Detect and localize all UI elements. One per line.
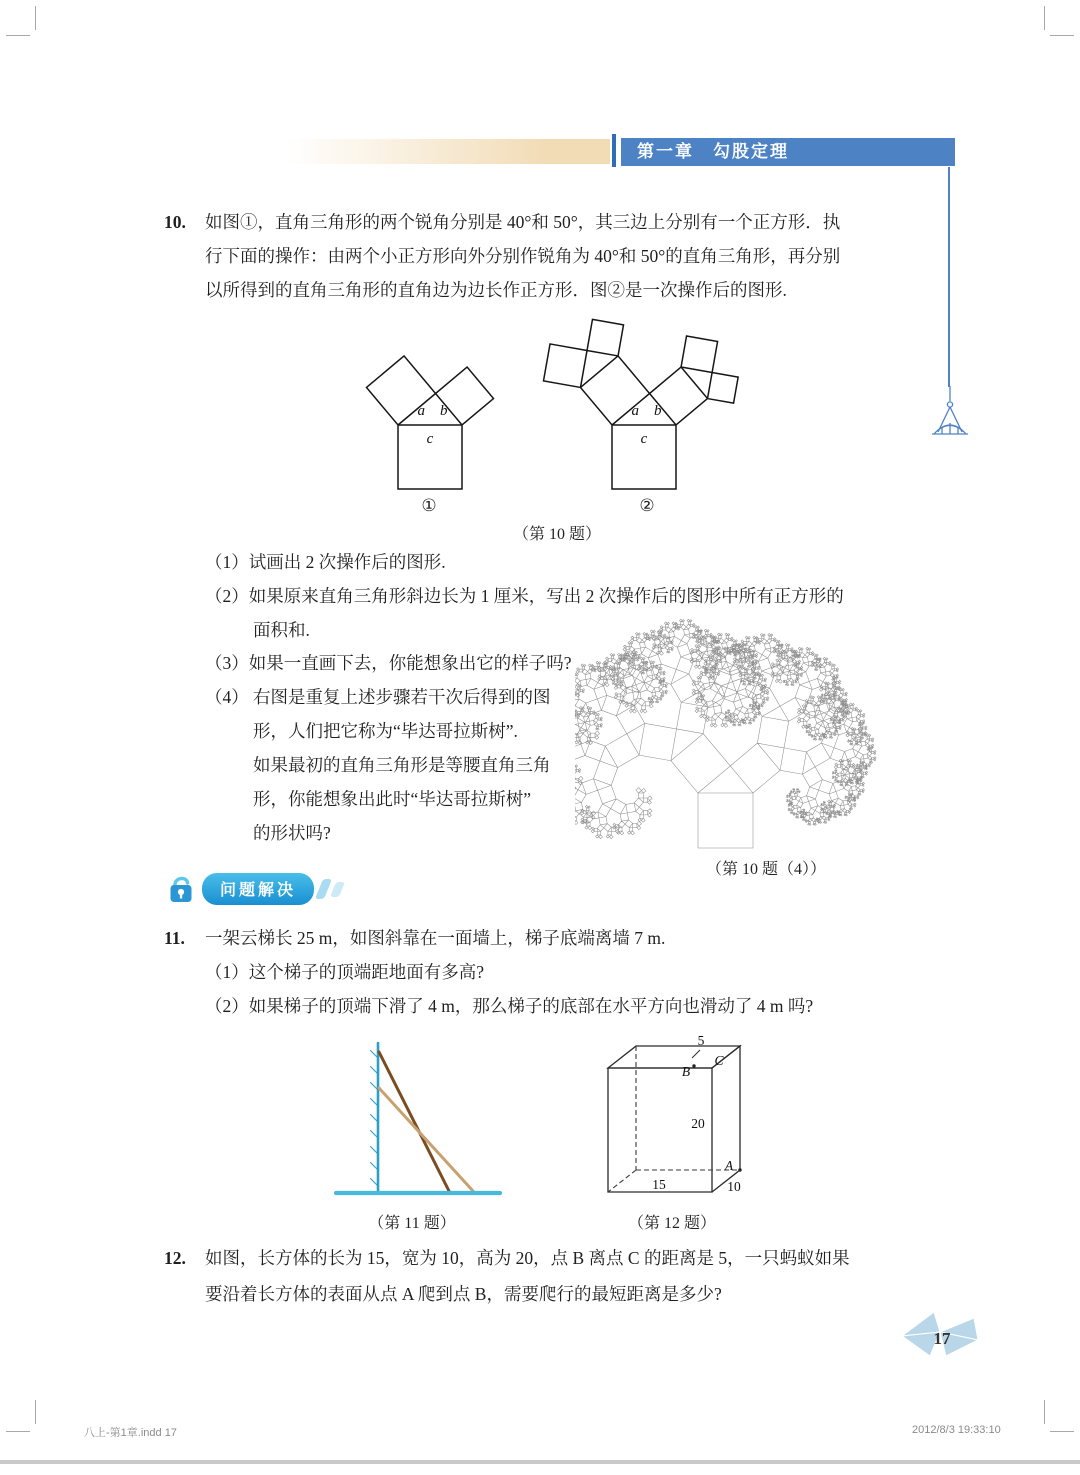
crop-mark [35, 1400, 36, 1424]
problem11-sub2: （2）如果梯子的顶端下滑了 4 m，那么梯子的底部在水平方向也滑动了 4 m 吗? [205, 996, 814, 1016]
box-label-15: 15 [652, 1177, 666, 1192]
box-label-B: B [681, 1064, 691, 1079]
problem10-sub4-line: 形，人们把它称为“毕达哥拉斯树”. [253, 721, 518, 741]
page-number: 17 [933, 1329, 951, 1348]
problem10-sub4-line: 如果最初的直角三角形是等腰直角三角 [253, 755, 551, 775]
segment-5-tick [692, 1050, 700, 1058]
tree-caption: （第 10 题（4）） [705, 861, 826, 878]
problem10-line: 如图①，直角三角形的两个锐角分别是 40°和 50°，其三边上分别有一个正方形．执 [205, 212, 841, 232]
crop-mark [1044, 1400, 1045, 1424]
crop-mark [6, 1431, 30, 1432]
pythagoras-tree-drawing [575, 619, 876, 848]
crop-mark [6, 35, 30, 36]
header-separator [612, 134, 616, 167]
compass-icon [927, 386, 973, 438]
problem10-sub3: （3）如果一直画下去，你能想象出它的样子吗? [205, 653, 572, 673]
box-label-20: 20 [691, 1116, 705, 1131]
bottom-trim-bar [0, 1460, 1080, 1464]
figure12-caption: （第 12 题） [627, 1215, 716, 1232]
figure1-mark: ① [421, 496, 437, 515]
problem12-number: 12. [164, 1248, 186, 1268]
box-label-5: 5 [697, 1033, 705, 1048]
side-b-label: b [653, 402, 662, 419]
problem11-number: 11. [164, 928, 185, 948]
crop-mark [1050, 35, 1074, 36]
problem10-sub2: （2）如果原来直角三角形斜边长为 1 厘米，写出 2 次操作后的图形中所有正方形的 [205, 586, 844, 606]
pythagoras-tree-figure [575, 596, 930, 854]
problem11-12-figures [320, 1030, 780, 1215]
ladder-position2-line [379, 1088, 473, 1191]
problem10-line: 以所得到的直角三角形的直角边为边长作正方形．图②是一次操作后的图形. [205, 280, 787, 300]
box-label-C: C [714, 1053, 724, 1068]
figure2-mark: ② [639, 496, 655, 515]
pythagoras-figures [340, 300, 770, 520]
problem10-sub2-cont: 面积和. [253, 620, 310, 640]
side-a-label: a [417, 402, 426, 419]
ladder-position1-line [379, 1052, 449, 1191]
lock-icon [166, 873, 196, 905]
figure2-drawing [544, 319, 739, 489]
box-label-10: 10 [727, 1179, 741, 1194]
side-c-label: c [426, 431, 434, 447]
section-badge-label: 问题解决 [202, 873, 314, 905]
header-gradient-bar [287, 139, 610, 164]
side-c-label: c [640, 431, 648, 447]
crop-mark [1050, 1431, 1074, 1432]
problem12-line: 如图，长方体的长为 15，宽为 10，高为 20，点 B 离点 C 的距离是 5，一只蚂蚁如果 [205, 1248, 850, 1268]
crop-mark [1044, 6, 1045, 30]
crop-mark [35, 6, 36, 30]
box-label-A: A [724, 1158, 734, 1173]
footer-timestamp: 2012/8/3 19:33:10 [912, 1424, 1001, 1436]
problem11-sub1: （1）这个梯子的顶端距地面有多高? [205, 962, 485, 982]
side-a-label: a [631, 402, 640, 419]
footer-filename: 八上-第1章.indd 17 [84, 1427, 177, 1439]
problem10-line: 行下面的操作：由两个小正方形向外分别作锐角为 40°和 50°的直角三角形，再分别 [205, 246, 841, 266]
problem10-number: 10. [164, 212, 186, 232]
figure1-drawing [366, 356, 493, 489]
point-A-dot [738, 1168, 741, 1171]
section-badge [166, 872, 342, 906]
fish-decoration [900, 1310, 980, 1358]
problem12-line: 要沿着长方体的表面从点 A 爬到点 B，需要爬行的最短距离是多少? [205, 1284, 722, 1304]
side-b-label: b [439, 402, 448, 419]
problem10-sub4-line: 形，你能想象出此时“毕达哥拉斯树” [253, 789, 532, 809]
badge-decoration [315, 879, 332, 899]
problem10-sub4-line: 的形状吗? [253, 823, 331, 843]
margin-rule [948, 167, 950, 387]
problem10-sub4-marker: （4） [205, 687, 249, 707]
point-B-dot [692, 1064, 695, 1067]
problem10-sub4-line: 右图是重复上述步骤若干次后得到的图 [253, 687, 551, 707]
problem10-sub1: （1）试画出 2 次操作后的图形. [205, 552, 446, 572]
ladder-figure [336, 1043, 500, 1193]
figure10-caption: （第 10 题） [512, 526, 601, 543]
problem11-text: 一架云梯长 25 m，如图斜靠在一面墙上，梯子底端离墙 7 m. [205, 928, 666, 948]
badge-decoration [330, 882, 345, 897]
chapter-title: 第一章 勾股定理 [621, 138, 955, 166]
figure11-caption: （第 11 题） [368, 1215, 456, 1232]
